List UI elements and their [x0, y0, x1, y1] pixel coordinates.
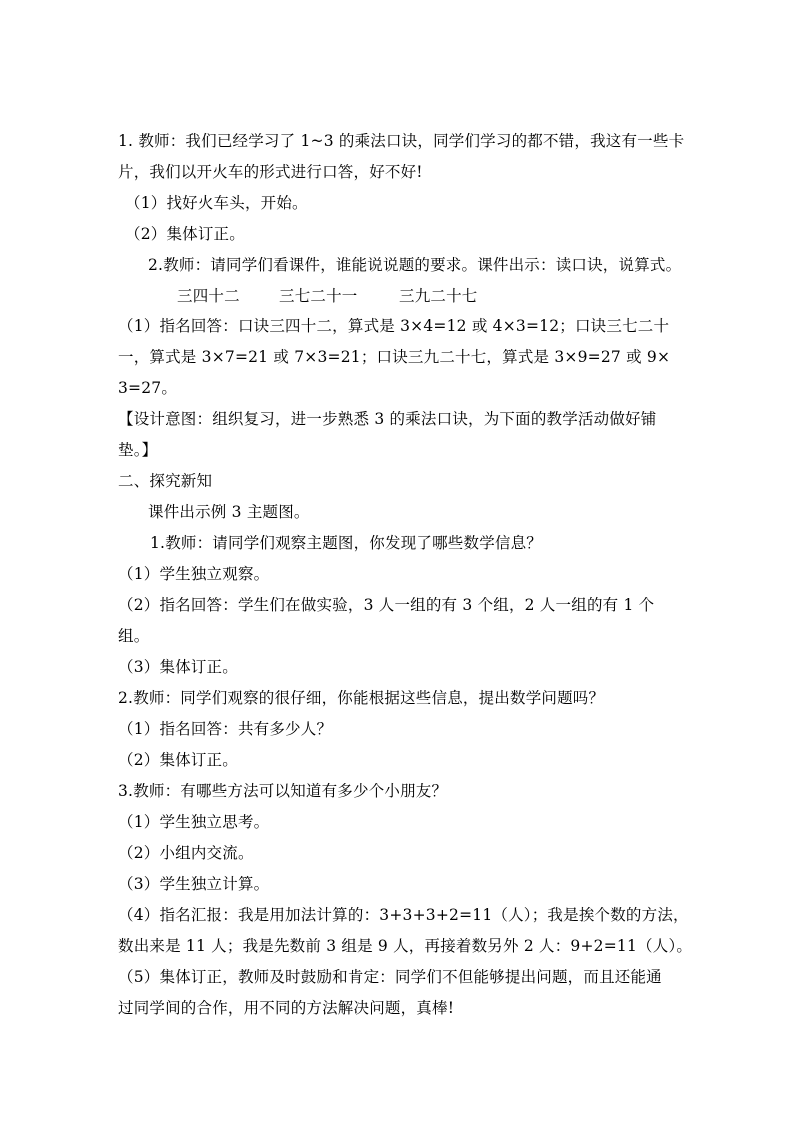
text-line: （2）小组内交流。	[118, 844, 254, 862]
text-line: （1）学生独立思考。	[118, 813, 270, 831]
text-line: （2）集体订正。	[125, 225, 245, 243]
text-line: 3=27。	[118, 379, 178, 397]
text-line: 数出来是 11 人；我是先数前 3 组是 9 人，再接着数另外 2 人：9+2=11（人）。	[118, 937, 693, 955]
text-line: 2.教师：同学们观察的很仔细，你能根据这些信息，提出数学问题吗？	[118, 689, 605, 707]
text-line: 1. 教师：我们已经学习了 1~3 的乘法口诀，同学们学习的都不错，我这有一些卡	[118, 132, 685, 150]
text-line: （3）学生独立计算。	[118, 875, 270, 893]
text-line: 2.教师：请同学们看课件，谁能说说题的要求。课件出示：读口诀，说算式。	[148, 256, 682, 274]
text-line: 一，算式是 3×7=21 或 7×3=21；口诀三九二十七，算式是 3×9=27 或 9×	[118, 348, 671, 366]
text-line: 垫。】	[118, 441, 158, 459]
text-line: （5）集体订正，教师及时鼓励和肯定：同学们不但能够提出问题，而且还能通	[118, 968, 662, 986]
text-line: 3.教师：有哪些方法可以知道有多少个小朋友？	[118, 782, 448, 800]
text-line: （4）指名汇报：我是用加法计算的：3+3+3+2=11（人）；我是挨个数的方法，	[118, 906, 689, 924]
text-line: 1.教师：请同学们观察主题图，你发现了哪些数学信息？	[150, 534, 542, 552]
rhyme-item: 三四十二	[177, 287, 240, 305]
text-line: （2）集体订正。	[118, 751, 238, 769]
text-line: （1）找好火车头，开始。	[125, 194, 308, 212]
text-line: 过同学间的合作，用不同的方法解决问题，真棒!	[118, 999, 455, 1017]
text-line: （1）指名回答：共有多少人？	[118, 720, 333, 738]
text-line: （1）指名回答：口诀三四十二，算式是 3×4=12 或 4×3=12；口诀三七二十	[118, 317, 670, 335]
rhyme-item: 三九二十七	[399, 287, 478, 305]
text-line: 组。	[118, 627, 150, 645]
rhyme-item: 三七二十一	[279, 287, 358, 305]
section-heading: 二、探究新知	[118, 472, 213, 490]
text-line: 课件出示例 3 主题图。	[148, 503, 310, 521]
text-line: （1）学生独立观察。	[118, 565, 270, 583]
text-line: 【设计意图：组织复习，进一步熟悉 3 的乘法口诀，为下面的教学活动做好铺	[118, 410, 657, 428]
text-line: 片，我们以开火车的形式进行口答，好不好!	[118, 163, 423, 181]
text-line: （2）指名回答：学生们在做实验，3 人一组的有 3 个组，2 人一组的有 1 个	[118, 596, 655, 614]
text-line: （3）集体订正。	[118, 658, 238, 676]
